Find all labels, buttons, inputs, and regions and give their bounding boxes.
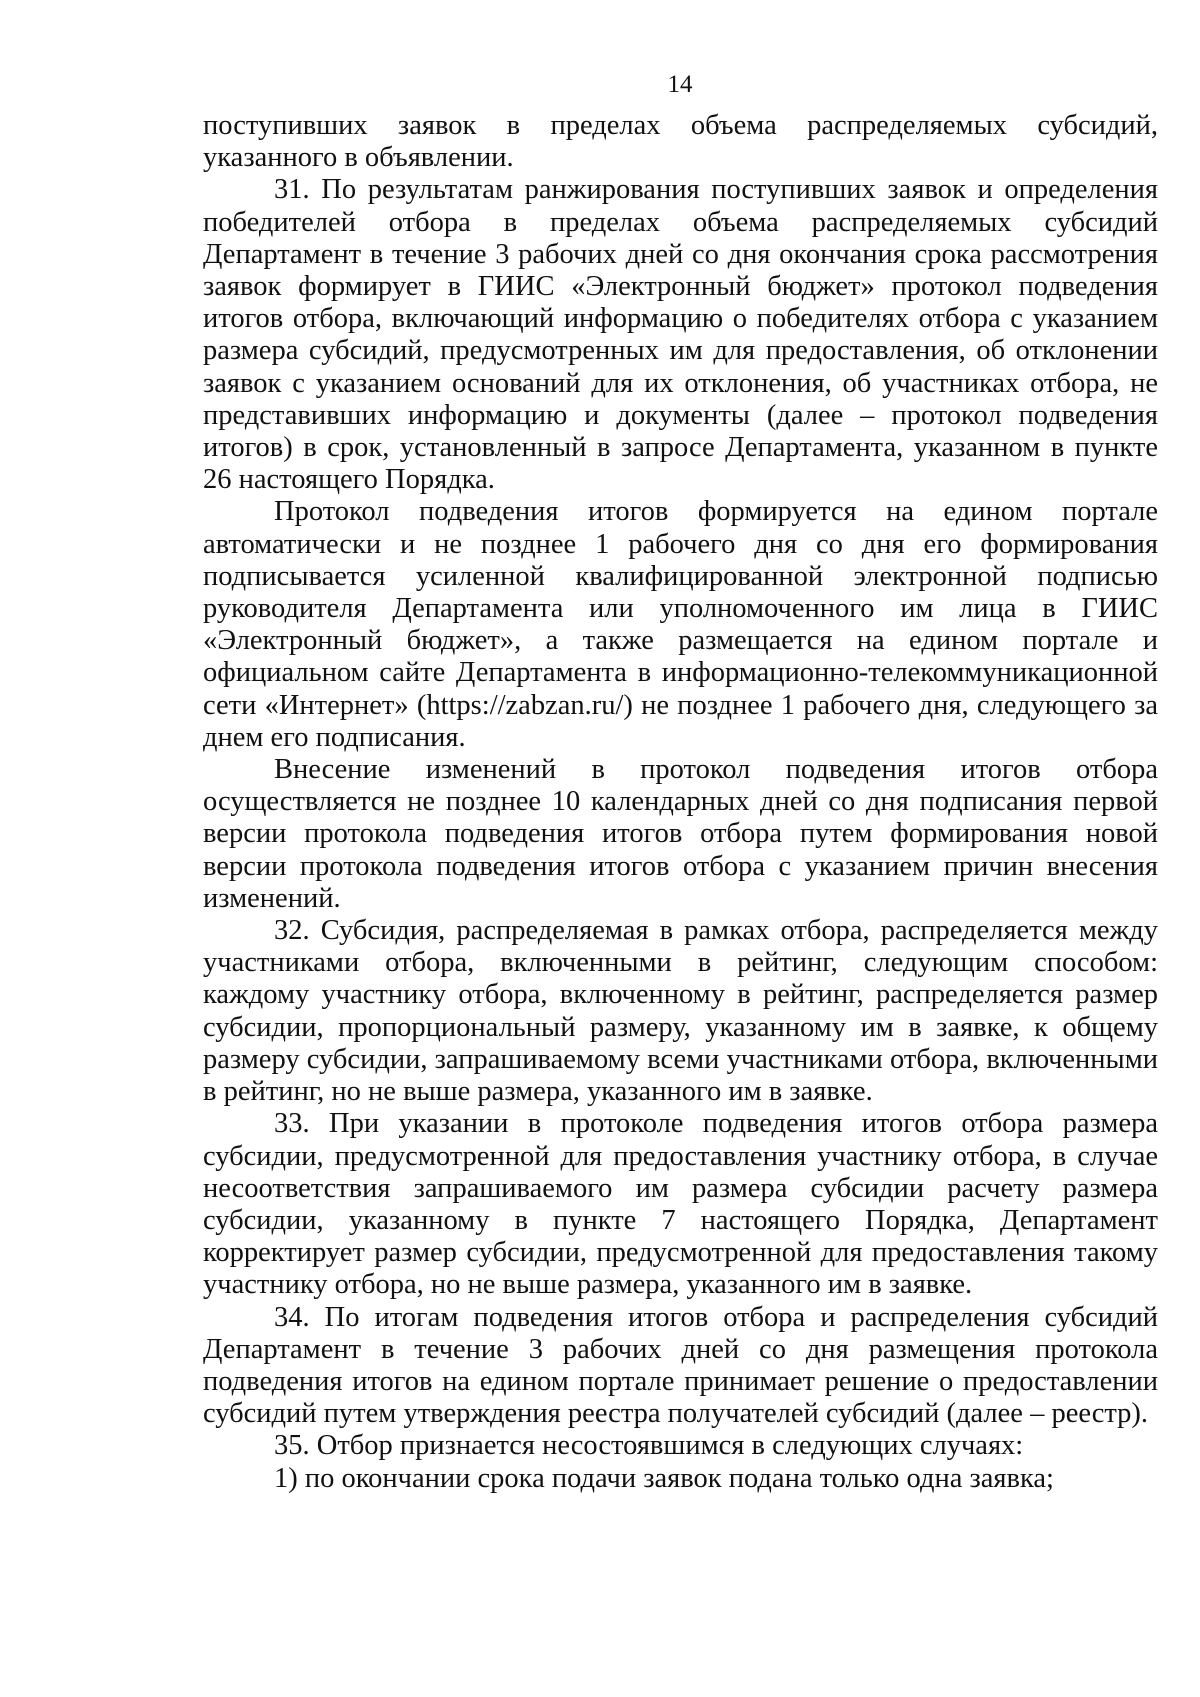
page-number: 14: [667, 71, 693, 98]
paragraph-protocol-signing: Протокол подведения итогов формируется на едином портале автоматически и не позднее 1 рабочего дня со дня его формирования подписывается усиленной квалифицированной электронной подписью руководителя Департамента или уполномоченного им лица в ГИИС «Электронный бюджет», а также размещается на едином портале и официальном сайте Департамента в информационно-телекоммуникационной сети «Интернет» (https://zabzan.ru/) не позднее 1 рабочего дня, следующего за днем его подписания.: [203, 496, 1158, 753]
paragraph-item-34: 34. По итогам подведения итогов отбора и распределения субсидий Департамент в течение 3 рабочих дней со дня размещения протокола подведения итогов на едином портале принимает решение о предоставлении субсидий путем утверждения реестра получателей субсидий (далее – реестр).: [203, 1301, 1158, 1430]
paragraph-protocol-changes: Внесение изменений в протокол подведения итогов отбора осуществляется не позднее 10 календарных дней со дня подписания первой версии протокола подведения итогов отбора путем формирования новой версии протокола подведения итогов отбора с указанием причин внесения изменений.: [203, 754, 1158, 914]
paragraph-item-33: 33. При указании в протоколе подведения итогов отбора размера субсидии, предусмотренной для предоставления участнику отбора, в случае несоответствия запрашиваемого им размера субсидии расчету размера субсидии, указанному в пункте 7 настоящего Порядка, Департамент корректирует размер субсидии, предусмотренной для предоставления такому участнику отбора, но не выше размера, указанного им в заявке.: [203, 1108, 1158, 1301]
paragraph-item-35: 35. Отбор признается несостоявшимся в следующих случаях:: [274, 1430, 1024, 1462]
paragraph-item-32: 32. Субсидия, распределяемая в рамках отбора, распределяется между участниками отбора, включенными в рейтинг, следующим способом: каждому участнику отбора, включенному в рейтинг, распределяется размер субсидии, пропорциональный размеру, указанному им в заявке, к общему размеру субсидии, запрашиваемому всеми участниками отбора, включенными в рейтинг, но не выше размера, указанного им в заявке.: [203, 915, 1158, 1108]
paragraph-item-35-1: 1) по окончании срока подачи заявок подана только одна заявка;: [274, 1462, 1054, 1494]
paragraph-continuation: поступивших заявок в пределах объема распределяемых субсидий, указанного в объявлении.: [203, 110, 1158, 174]
document-body: [203, 110, 1158, 1495]
paragraph-item-31: 31. По результатам ранжирования поступивших заявок и определения победителей отбора в пределах объема распределяемых субсидий Департамент в течение 3 рабочих дней со дня окончания срока рассмотрения заявок формирует в ГИИС «Электронный бюджет» протокол подведения итогов отбора, включающий информацию о победителях отбора с указанием размера субсидий, предусмотренных им для предоставления, об отклонении заявок с указанием оснований для их отклонения, об участниках отбора, не представивших информацию и документы (далее – протокол подведения итогов) в срок, установленный в запросе Департамента, указанном в пункте 26 настоящего Порядка.: [203, 174, 1158, 496]
